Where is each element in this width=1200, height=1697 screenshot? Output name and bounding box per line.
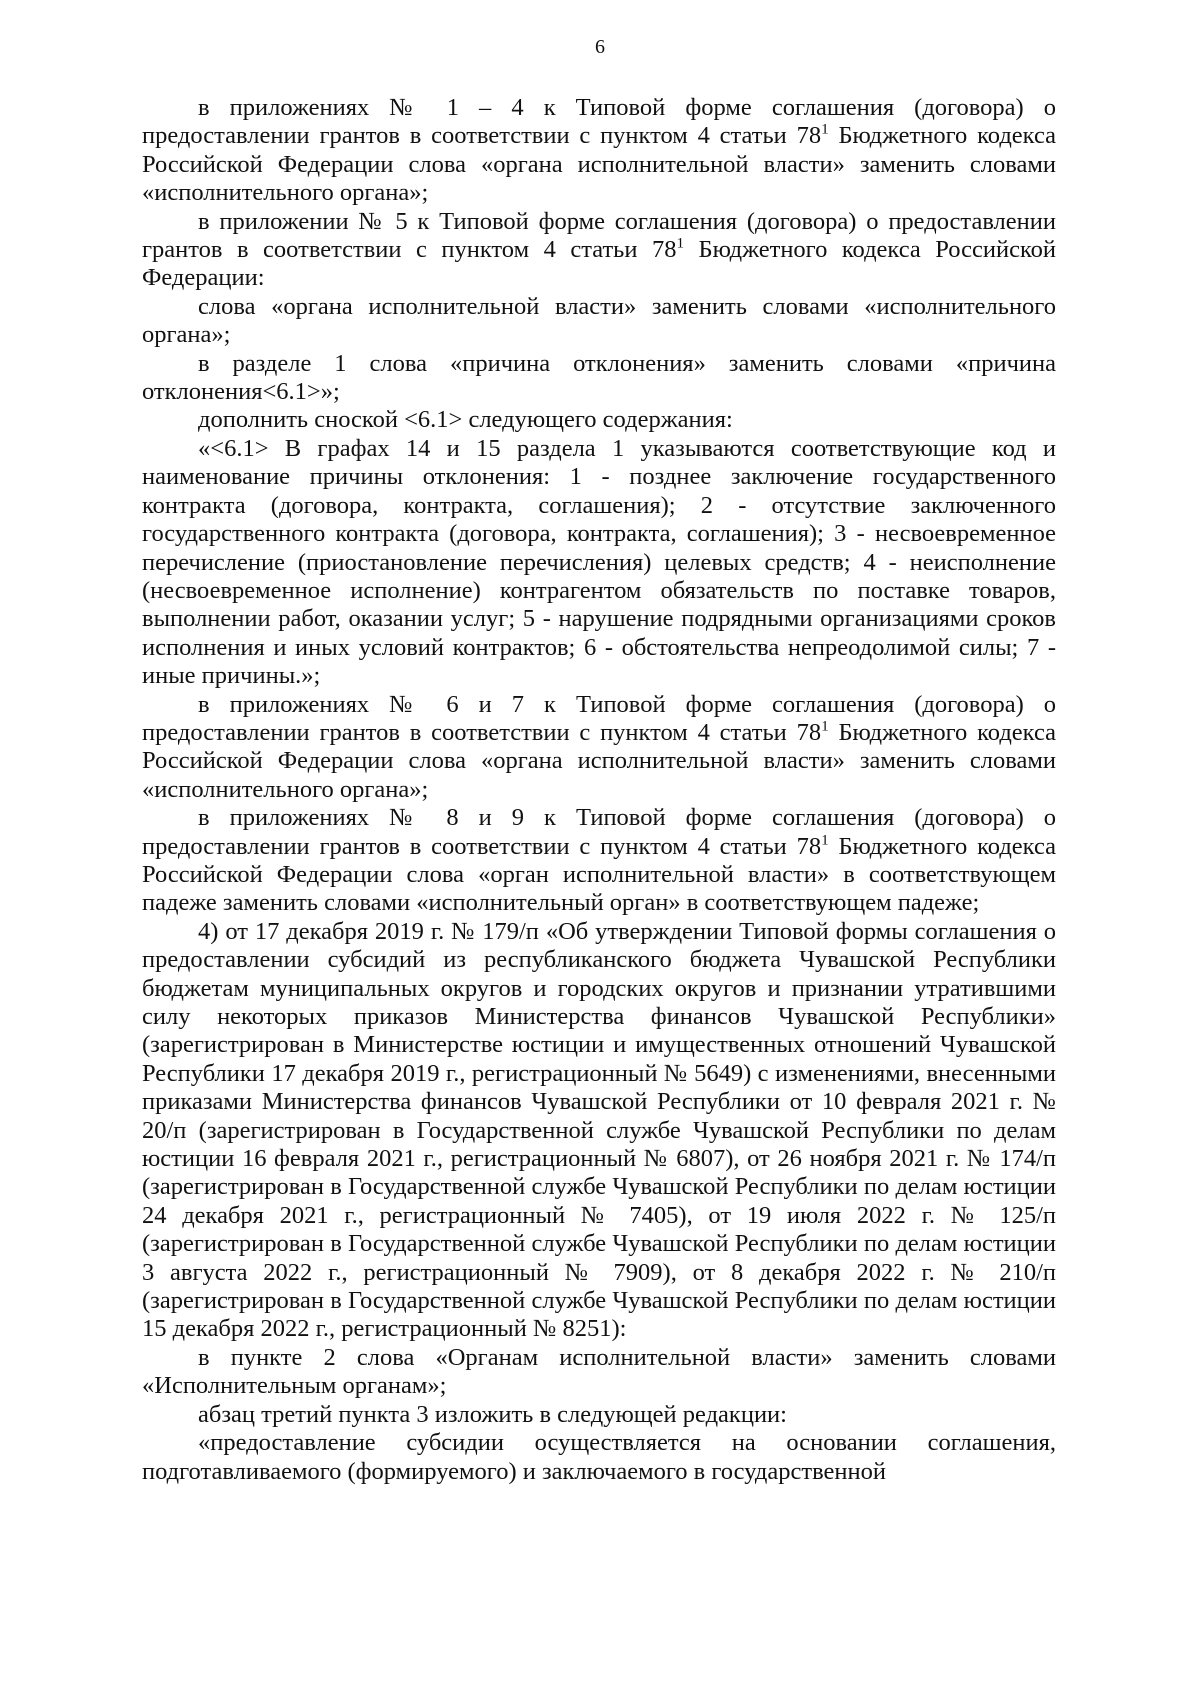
superscript-1: 1 [676,234,685,252]
superscript-1: 1 [821,717,829,735]
paragraph-annex-1-4 [142,94,1056,208]
paragraph-text: «предоставление субсидии осуществляется на основании соглашения, подготавливаемого (формируемого) и заключаемого в государственной [142,1429,1056,1485]
superscript-1: 1 [821,831,829,849]
paragraph-annex-8-9 [142,804,1056,918]
paragraph-item-4 [142,918,1056,1344]
paragraph-annex-6-7 [142,691,1056,805]
paragraph-text: абзац третий пункта 3 изложить в следующей редакции: [198,1400,787,1428]
paragraph-text: Бюджетного кодекса Российской Федерации: [142,236,1056,292]
paragraph-replace-words [142,293,1056,350]
paragraph-text: дополнить сноской <6.1> следующего содержания: [198,406,733,434]
paragraph-clause-2 [142,1344,1056,1401]
paragraph-clause-3-intro [142,1401,1056,1429]
paragraph-text: Бюджетного кодекса Российской Федерации слова «органа исполнительной власти» заменить словами «исполнительного органа»; [142,122,1056,207]
paragraph-text: в приложениях № 1 – 4 к Типовой форме соглашения (договора) о предоставлении грантов в соответствии с пунктом 4 статьи 78 [142,94,1056,150]
paragraph-footnote-text [142,435,1056,691]
paragraph-text: в пункте 2 слова «Органам исполнительной власти» заменить словами «Исполнительным органам»; [142,1343,1056,1400]
paragraph-text: 4) от 17 декабря 2019 г. № 179/п «Об утверждении Типовой формы соглашения о предоставлении субсидий из республиканского бюджета Чувашской Республики бюджетам муниципальных округов и городских округов и признании утратившими силу некоторых приказов Министерства финансов Чувашской Республики» (зарегистрирован в Министерстве юстиции и имущественных отношений Чувашской Республики 17 декабря 2019 г., регистрационный № 5649) с изменениями, внесенными приказами Министерства финансов Чувашской Республики от 10 февраля 2021 г. № 20/п (зарегистрирован в Государственной службе Чувашской Республики по делам юстиции 16 февраля 2021 г., регистрационный № 6807), от 26 ноября 2021 г. № 174/п (зарегистрирован в Государственной службе Чувашской Республики по делам юстиции 24 декабря 2021 г., регистрационный № 7405), от 19 июля 2022 г. № 125/п (зарегистрирован в Государственной службе Чувашской Республики по делам юстиции 3 августа 2022 г., регистрационный № 7909), от 8 декабря 2022 г. № 210/п (зарегистрирован в Государственной службе Чувашской Республики по делам юстиции 15 декабря 2022 г., регистрационный № 8251): [142,917,1056,1343]
paragraph-text: Бюджетного кодекса Российской Федерации слова «орган исполнительной власти» в соответствующем падеже заменить словами «исполнительный орган» в соответствующем падеже; [142,832,1056,917]
paragraph-text: «<6.1> В графах 14 и 15 раздела 1 указываются соответствующие код и наименование причины отклонения: 1 - позднее заключение государственного контракта (договора, контракта, соглашения); 2 - отсутствие заключенного государственного контракта (договора, контракта, соглашения); 3 - несвоевременное перечисление (приостановление перечисления) целевых средств; 4 - неисполнение (несвоевременное исполнение) контрагентом обязательств по поставке товаров, выполнении работ, оказании услуг; 5 - нарушение подрядными организациями сроков исполнения и иных условий контрактов; 6 - обстоятельства непреодолимой силы; 7 - иные причины.»; [142,434,1056,690]
paragraph-text: слова «органа исполнительной власти» заменить словами «исполнительного органа»; [142,292,1056,349]
page-number: 6 [595,36,605,58]
paragraph-text: в приложениях № 6 и 7 к Типовой форме соглашения (договора) о предоставлении грантов в соответствии с пунктом 4 статьи 78 [142,690,1056,746]
paragraph-footnote-intro [142,406,1056,434]
document-body [142,94,1056,1486]
superscript-1: 1 [821,121,829,138]
paragraph-text: в приложении № 5 к Типовой форме соглашения (договора) о предоставлении грантов в соответствии с пунктом 4 статьи 78 [142,207,1056,264]
paragraph-text: в разделе 1 слова «причина отклонения» заменить словами «причина отклонения<6.1>»; [142,349,1056,406]
paragraph-clause-3-text [142,1429,1056,1486]
paragraph-text: в приложениях № 8 и 9 к Типовой форме соглашения (договора) о предоставлении грантов в соответствии с пунктом 4 статьи 78 [142,804,1056,860]
paragraph-annex-5 [142,208,1056,293]
paragraph-text: Бюджетного кодекса Российской Федерации слова «органа исполнительной власти» заменить словами «исполнительного органа»; [142,718,1056,803]
paragraph-section-1 [142,350,1056,407]
